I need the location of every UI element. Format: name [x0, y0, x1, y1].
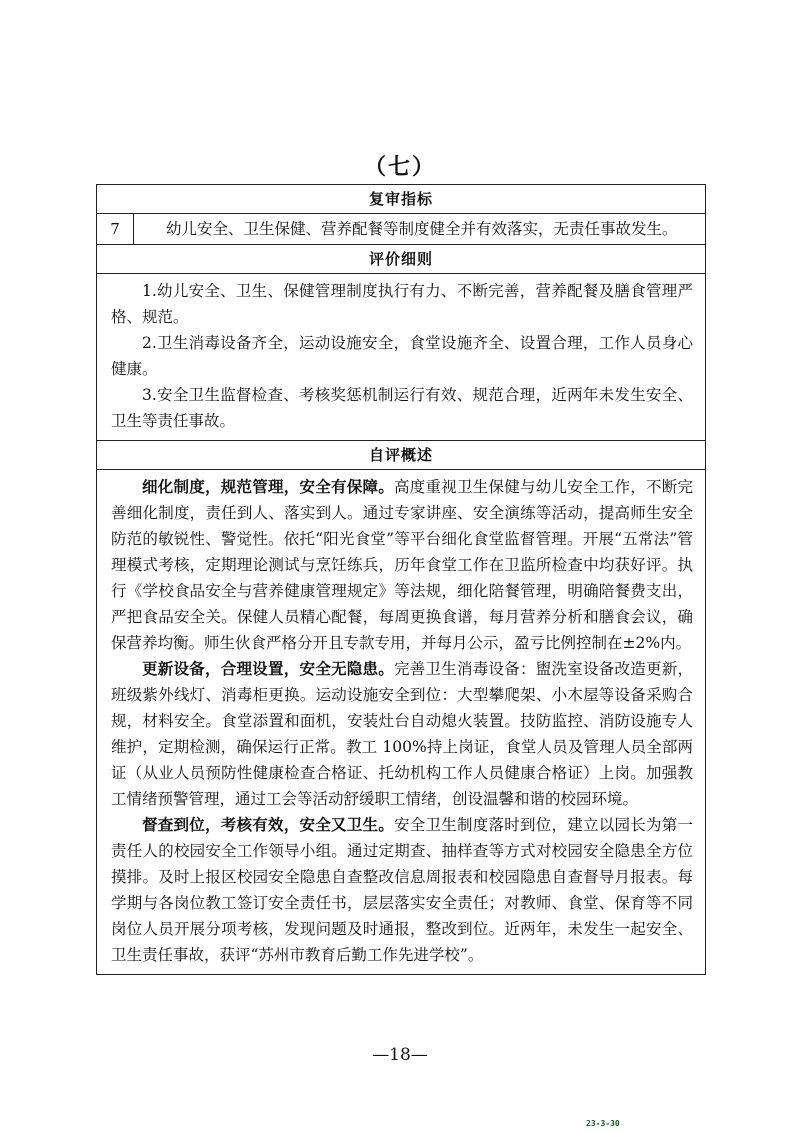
summary-paragraph [111, 474, 693, 656]
evaluation-table [96, 184, 706, 975]
page-number: —18— [372, 1045, 428, 1065]
paragraph-body: 安全卫生制度落时到位，建立以园长为第一责任人的校园安全工作领导小组。通过定期查、抽样查等方式对校园安全隐患全方位摸排。及时上报区校园安全隐患自查整改信息周报表和校园隐患自查督导月报表。每学期与各岗位教工签订安全责任书，层层落实安全责任；对教师、食堂、保育等不同岗位人员开展分项考核，发现问题及时通报，整改到位。近两年，未发生一起安全、卫生责任事故，获评“苏州市教育后勤工作先进学校”。 [111, 816, 693, 964]
paragraph-body: 完善卫生消毒设备：盥洗室设备改造更新，班级紫外线灯、消毒柜更换。运动设施安全到位：大型攀爬架、小木屋等设备采购合规，材料安全。食堂添置和面机，安装灶台自动熄火装置。技防监控、消防设施专人维护，定期检测，确保运行正常。教工 100%持上岗证，食堂人员及管理人员全部两证（从业人员预防性健康检查合格证、托幼机构工作人员健康合格证）上岗。加强教工情绪预警管理，通过工会等活动舒缓职工情绪，创设温馨和谐的校园环境。 [111, 660, 693, 808]
indicator-number: 7 [97, 214, 134, 244]
detail-item: 1.幼儿安全、卫生、保健管理制度执行有力、不断完善，营养配餐及膳食管理严格、规范。 [111, 282, 693, 326]
evaluation-details-block [97, 274, 705, 441]
indicator-row [97, 214, 705, 245]
detail-item: 2.卫生消毒设备齐全，运动设施安全，食堂设施齐全、设置合理，工作人员身心健康。 [111, 334, 693, 378]
indicator-text: 幼儿安全、卫生保健、营养配餐等制度健全并有效落实，无责任事故发生。 [166, 220, 678, 238]
paragraph-lead: 细化制度，规范管理，安全有保障。 [142, 478, 394, 496]
detail-item: 3.安全卫生监督检查、考核奖惩机制运行有效、规范合理，近两年未发生安全、卫生等责任事故。 [111, 386, 693, 430]
review-indicator-heading: 复审指标 [97, 185, 705, 214]
page-title: （七） [363, 154, 436, 180]
summary-paragraph [111, 812, 693, 968]
evaluation-details-heading: 评价细则 [97, 245, 705, 274]
paragraph-lead: 督查到位，考核有效，安全又卫生。 [142, 816, 394, 834]
date-stamp: 23-3-30 [586, 1119, 620, 1128]
paragraph-lead: 更新设备，合理设置，安全无隐患。 [142, 660, 394, 678]
paragraph-body: 高度重视卫生保健与幼儿安全工作，不断完善细化制度，责任到人、落实到人。通过专家讲座、安全演练等活动，提高师生安全防范的敏锐性、警觉性。依托“阳光食堂”等平台细化食堂监督管理。开展“五常法”管理模式考核，定期理论测试与烹饪练兵，历年食堂工作在卫监所检查中均获好评。执行《学校食品安全与营养健康管理规定》等法规，细化陪餐管理，明确陪餐费支出，严把食品安全关。保健人员精心配餐，每周更换食谱，每月营养分析和膳食会议，确保营养均衡。师生伙食严格分开且专款专用，并每月公示，盈亏比例控制在±2%内。 [111, 478, 693, 652]
self-evaluation-heading: 自评概述 [97, 441, 705, 470]
self-evaluation-block [97, 470, 705, 974]
summary-paragraph [111, 656, 693, 812]
